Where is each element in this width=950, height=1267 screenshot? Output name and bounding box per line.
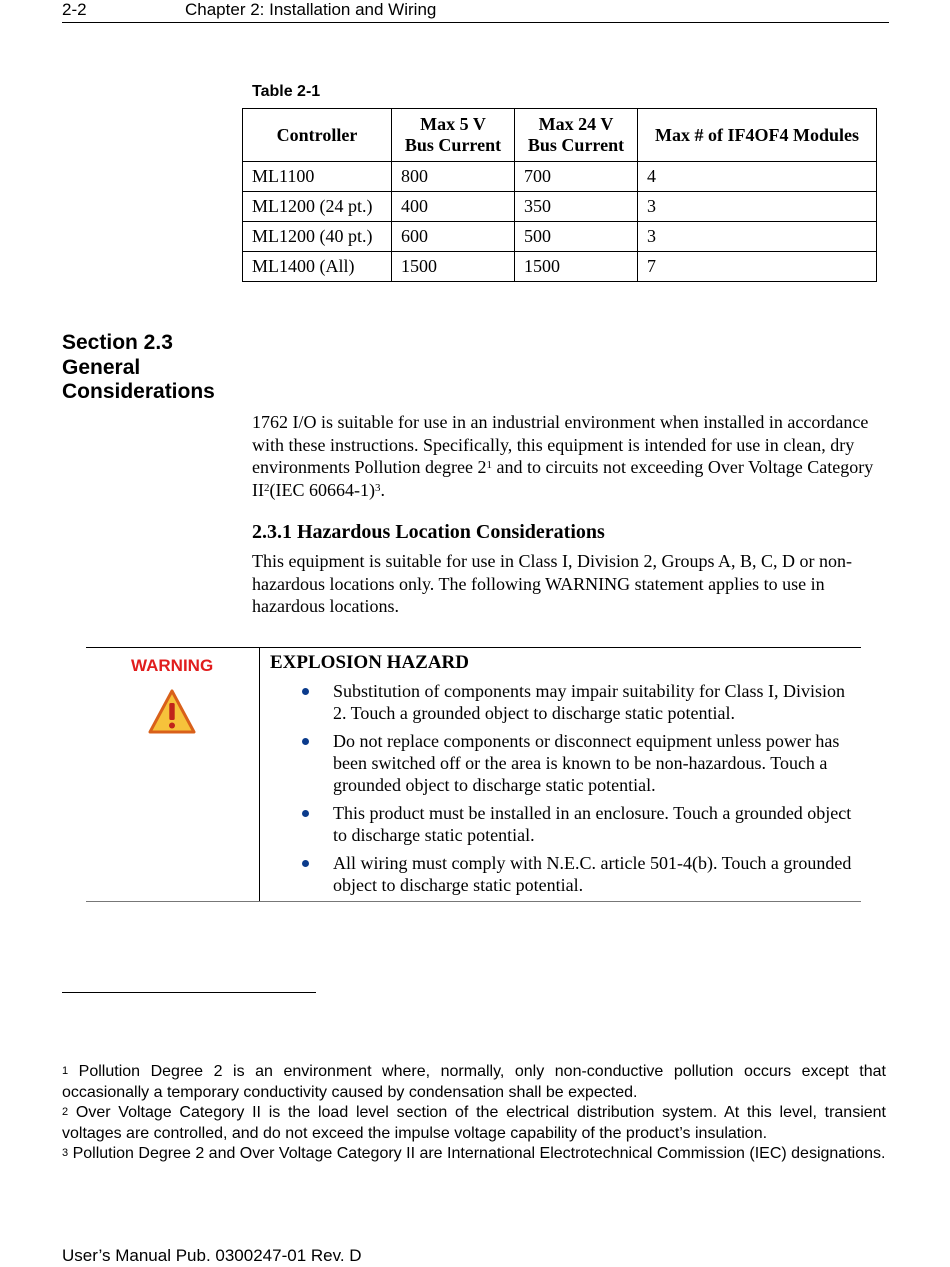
table-cell: 500 — [515, 222, 638, 252]
table-caption: Table 2-1 — [252, 83, 321, 100]
table-cell: 3 — [638, 222, 877, 252]
table-cell: ML1100 — [243, 162, 392, 192]
column-header-max-5v: Max 5 V Bus Current — [392, 109, 515, 162]
warning-heading: EXPLOSION HAZARD — [270, 652, 469, 673]
column-header-max-modules: Max # of IF4OF4 Modules — [638, 109, 877, 162]
list-item: This product must be installed in an enclosure. Touch a grounded object to discharge static potential. — [300, 802, 860, 846]
warning-label: WARNING — [131, 656, 214, 675]
bullet-icon — [302, 688, 309, 695]
list-item: Substitution of components may impair suitability for Class I, Division 2. Touch a grounded object to discharge static potential. — [300, 680, 860, 724]
table-cell: 3 — [638, 192, 877, 222]
page-number: 2-2 — [62, 0, 87, 19]
table-row — [243, 252, 877, 282]
bullet-icon — [302, 738, 309, 745]
table-cell: 7 — [638, 252, 877, 282]
table-cell: 1500 — [392, 252, 515, 282]
warning-divider — [259, 648, 260, 902]
section-title: Section 2.3 General Considerations — [62, 331, 215, 403]
bullet-icon — [302, 860, 309, 867]
table-row — [243, 162, 877, 192]
chapter-title: Chapter 2: Installation and Wiring — [185, 0, 437, 19]
table-cell: ML1400 (All) — [243, 252, 392, 282]
bullet-icon — [302, 810, 309, 817]
list-item: Do not replace components or disconnect equipment unless power has been switched off or the area is known to be non-hazardous. Touch a grounded object to discharge static potential. — [300, 730, 860, 796]
page-footer: User’s Manual Pub. 0300247-01 Rev. D — [62, 1246, 362, 1265]
list-item: All wiring must comply with N.E.C. article 501-4(b). Touch a grounded object to discharge static potential. — [300, 852, 860, 896]
table-cell: 400 — [392, 192, 515, 222]
warning-top-rule — [86, 647, 861, 648]
table-cell: 700 — [515, 162, 638, 192]
table-cell: 800 — [392, 162, 515, 192]
footnote-separator — [62, 992, 316, 993]
subsection-heading: 2.3.1 Hazardous Location Considerations — [252, 521, 605, 543]
table-row — [243, 192, 877, 222]
footnote: $^3$ Pollution Degree 2 and Over Voltage Category II are International Electrotechnical Commission (IEC) designations. — [62, 1145, 886, 1162]
column-header-max-24v: Max 24 V Bus Current — [515, 109, 638, 162]
table-cell: 4 — [638, 162, 877, 192]
footnote: $^1$ Pollution Degree 2 is an environment where, normally, only non-conductive pollution occurs except that occasionally a temporary conductivity caused by condensation shall be expected. — [62, 1063, 886, 1101]
page-header — [62, 0, 889, 23]
subsection-paragraph: This equipment is suitable for use in Class I, Division 2, Groups A, B, C, D or non-hazardous locations only. The following WARNING statement applies to use in hazardous locations. — [252, 551, 852, 616]
column-header-controller: Controller — [243, 109, 392, 162]
table-cell: ML1200 (24 pt.) — [243, 192, 392, 222]
warning-triangle-icon — [147, 688, 197, 736]
table-row — [243, 222, 877, 252]
table-cell: 1500 — [515, 252, 638, 282]
table-header-row — [243, 109, 877, 162]
warning-list — [300, 680, 860, 902]
footnotes — [62, 1062, 886, 1165]
footnote: $^2$ Over Voltage Category II is the load level section of the electrical distribution system. At this level, transient voltages are controlled, and do not exceed the impulse voltage capability of the product’s insulation. — [62, 1104, 886, 1142]
table-cell: 600 — [392, 222, 515, 252]
table-cell: ML1200 (40 pt.) — [243, 222, 392, 252]
bus-current-table — [242, 108, 877, 282]
table-cell: 350 — [515, 192, 638, 222]
intro-paragraph: 1762 I/O is suitable for use in an industrial environment when installed in accordance with these instructions. Specifically, this equipment is intended for use in clean, dry environments Pollution degree $2^1$ and to circuits not exceeding Over Voltage Category $II^2(IEC$ 60664-1)$^3$. — [252, 412, 874, 500]
